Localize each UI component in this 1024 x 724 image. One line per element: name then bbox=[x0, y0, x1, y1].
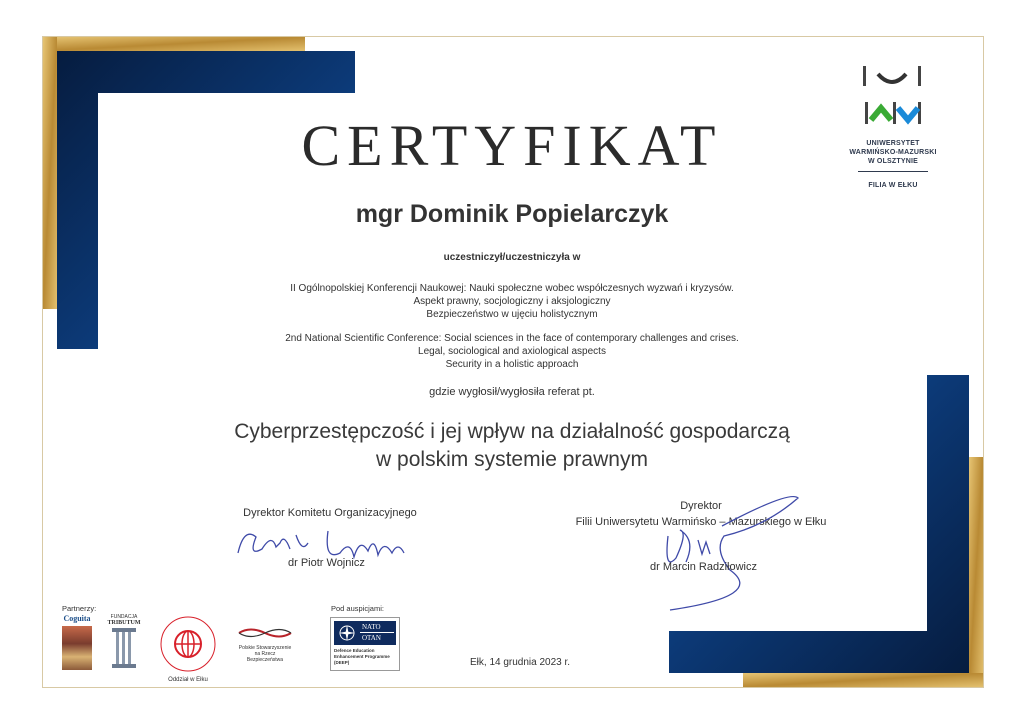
university-name-line2: WARMIŃSKO-MAZURSKI bbox=[849, 149, 937, 156]
auspices-label: Pod auspicjami: bbox=[331, 604, 384, 613]
nato-divider bbox=[360, 632, 394, 633]
university-name-line1: UNIWERSYTET bbox=[866, 140, 920, 147]
tributum-line2: TRIBUTUM bbox=[107, 620, 141, 626]
speech-intro: gdzie wygłosił/wygłosiła referat pt. bbox=[429, 386, 595, 398]
lecture-topic bbox=[170, 418, 854, 474]
right-signatory-role-2: Filii Uniwersytetu Warmińsko – Mazurskiego w Ełku bbox=[575, 516, 827, 528]
conference-en-line1: 2nd National Scientific Conference: Social sciences in the face of contemporary challenges and crises. bbox=[285, 333, 739, 344]
university-name-line3: W OLSZTYNIE bbox=[867, 158, 919, 165]
deep-line3: (DEEP) bbox=[334, 660, 350, 665]
otan-text: OTAN bbox=[362, 634, 381, 642]
cogita-logo-text: Coguita bbox=[63, 614, 91, 623]
recipient-name: mgr Dominik Popielarczyk bbox=[355, 200, 669, 228]
column-icon bbox=[110, 626, 138, 670]
left-signatory-role: Dyrektor Komitetu Organizacyjnego bbox=[243, 507, 417, 519]
psbn-line3: Bezpieczeństwa bbox=[246, 657, 284, 663]
participation-text: uczestniczył/uczestniczyła w bbox=[443, 252, 581, 263]
right-signature-image bbox=[640, 480, 810, 615]
nato-badge bbox=[334, 621, 396, 645]
nato-text: NATO bbox=[362, 623, 381, 631]
deep-text bbox=[334, 648, 390, 666]
conference-pl-line1: II Ogólnopolskiej Konferencji Naukowej: Nauki społeczne wobec współczesnych wyzwań i kryzysów. bbox=[290, 283, 734, 294]
tributum-logo bbox=[106, 614, 142, 672]
psbn-emblem-icon bbox=[235, 626, 295, 640]
deep-line1: Defence Education bbox=[334, 648, 375, 653]
right-signatory-role-1: Dyrektor bbox=[680, 500, 722, 512]
psbn-line1: Polskie Stowarzyszenie bbox=[238, 645, 292, 651]
ptg-branch: Oddział w Ełku bbox=[168, 677, 208, 683]
partners-label: Partnerzy: bbox=[62, 604, 97, 613]
ptg-logo bbox=[155, 614, 221, 682]
left-signatory-name: dr Piotr Wojnicz bbox=[288, 557, 365, 569]
issue-date: Ełk, 14 grudnia 2023 r. bbox=[470, 657, 571, 668]
ptg-globe-icon bbox=[157, 614, 219, 674]
gold-strip-top bbox=[43, 37, 305, 51]
cogita-building-image bbox=[62, 626, 92, 670]
lecture-topic-line1: Cyberprzestępczość i jej wpływ na działalność gospodarczą bbox=[234, 420, 790, 443]
conference-en-line2: Legal, sociological and axiological aspects bbox=[418, 346, 606, 357]
right-signatory-name: dr Marcin Radziłowicz bbox=[650, 561, 757, 573]
conference-en-line3: Security in a holistic approach bbox=[445, 359, 579, 370]
deep-line2: Enhancement Programme bbox=[334, 654, 390, 659]
cogita-logo bbox=[60, 614, 94, 672]
gold-strip-bottom bbox=[743, 673, 983, 687]
psbn-line2: na Rzecz bbox=[254, 651, 276, 657]
certificate-title: CERTYFIKAT bbox=[301, 113, 723, 178]
nato-compass-icon bbox=[338, 624, 356, 642]
lecture-topic-line2: w polskim systemie prawnym bbox=[376, 448, 648, 471]
psbn-logo bbox=[232, 626, 298, 663]
conference-pl-line3: Bezpieczeństwo w ujęciu holistycznym bbox=[426, 309, 598, 320]
university-branch: FILIA W EŁKU bbox=[868, 182, 918, 189]
gold-strip-right bbox=[969, 457, 983, 687]
conference-pl-line2: Aspekt prawny, socjologiczny i aksjologiczny bbox=[413, 296, 611, 307]
nato-deep-logo bbox=[330, 617, 400, 671]
tributum-line1: FUNDACJA bbox=[110, 614, 138, 620]
